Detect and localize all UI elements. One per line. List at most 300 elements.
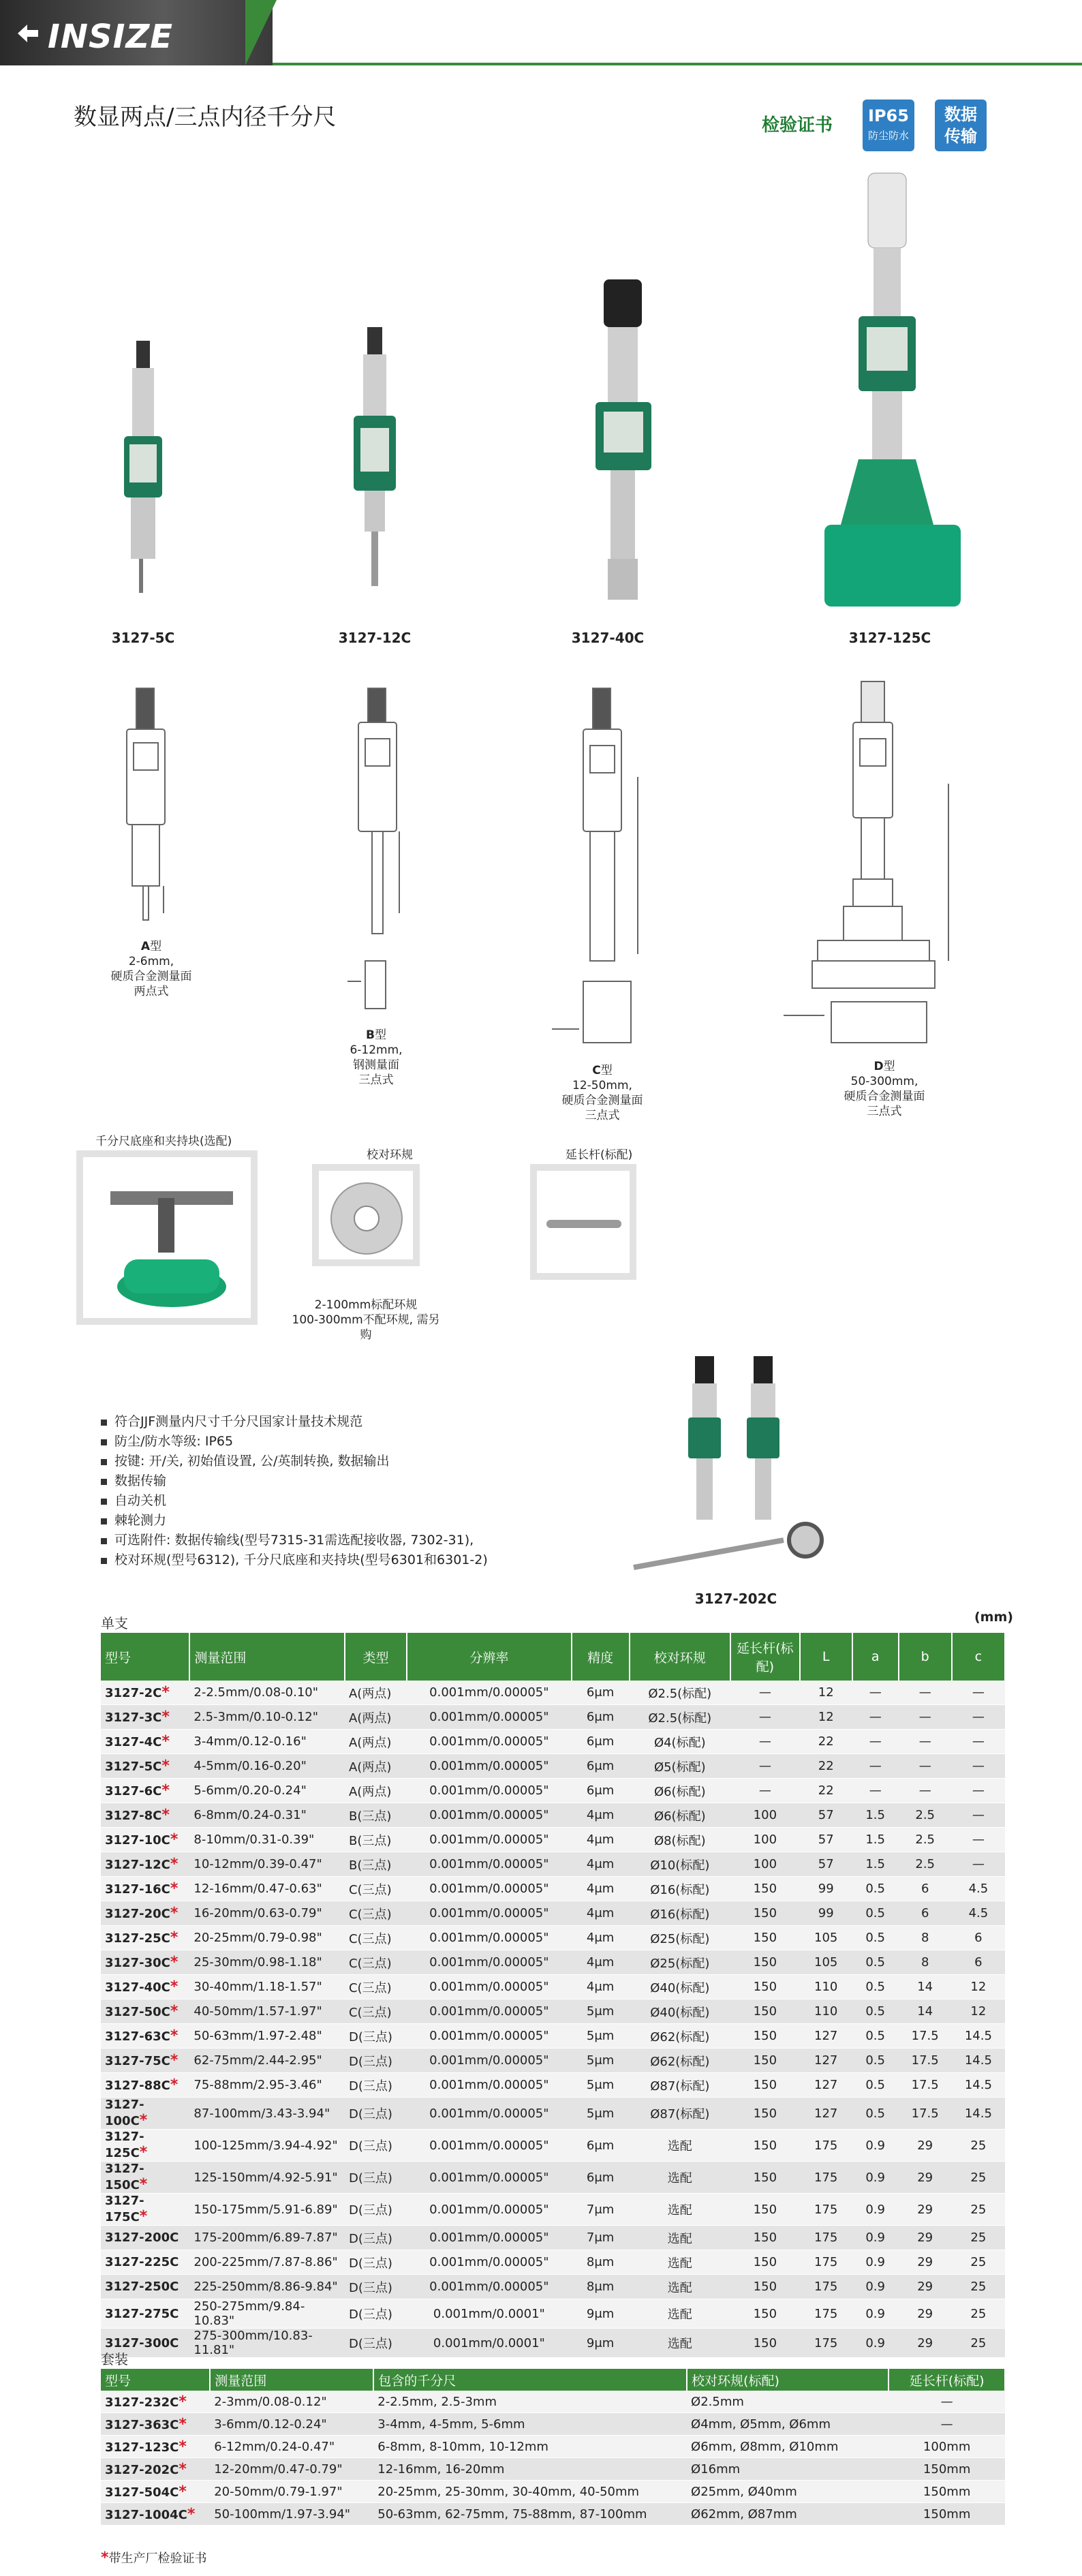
- cell-text: Ø6(标配): [653, 1784, 706, 1799]
- cell-text: D(三点): [348, 2203, 392, 2218]
- cell-text: 0.001mm/0.00005": [429, 2029, 549, 2043]
- table-row: [101, 2250, 1005, 2275]
- table-cell: [730, 1828, 800, 1852]
- single-table-header-row: [101, 1633, 1005, 1681]
- product-image-3127-40c: [586, 273, 661, 613]
- certificate-star-icon: *: [170, 1929, 179, 1946]
- cell-text: —: [972, 1833, 985, 1847]
- single-table-body: [101, 1681, 1005, 2358]
- cell-text: 6: [974, 1931, 983, 1945]
- certificate-star-icon: *: [179, 2460, 187, 2478]
- cell-text: 4-5mm/0.16-0.20": [194, 1759, 307, 1773]
- table-cell: [952, 1901, 1005, 1926]
- cell-text: D(三点): [348, 2107, 392, 2121]
- cell-text: —: [972, 1685, 985, 1700]
- table-cell: [630, 1975, 731, 1999]
- cell-text: 1.5: [865, 1808, 885, 1822]
- table-row: [101, 2024, 1005, 2049]
- cell-text: 110: [814, 1980, 838, 1994]
- unit-label: (mm): [974, 1610, 1013, 1625]
- table-cell: [345, 2250, 407, 2275]
- cell-text: 150: [753, 2335, 777, 2350]
- ring-gauge-label: 校对环规: [367, 1148, 413, 1162]
- table-cell: [572, 1828, 630, 1852]
- cell-text: 150: [753, 2078, 777, 2092]
- cell-text: 6-8mm, 8-10mm, 10-12mm: [377, 2439, 548, 2454]
- table-cell: [373, 2458, 687, 2481]
- table-cell: [407, 2250, 572, 2275]
- table-cell: [189, 1705, 345, 1730]
- cell-text: B(三点): [348, 1833, 392, 1848]
- table-cell: [952, 2329, 1005, 2358]
- cell-text: 14.5: [964, 2029, 992, 2043]
- cell-text: 4.5: [968, 1882, 989, 1896]
- table-row: [101, 1705, 1005, 1730]
- sets-table-header-row: [101, 2369, 1005, 2391]
- cell-text: 0.001mm/0.00005": [429, 2078, 549, 2092]
- cell-text: 3127-75C: [105, 2054, 170, 2068]
- cell-text: 0.5: [865, 2078, 885, 2092]
- model-cell: [101, 2226, 189, 2250]
- table-cell: [852, 1730, 899, 1754]
- table-cell: [373, 2436, 687, 2458]
- certificate-star-icon: *: [170, 2076, 179, 2094]
- cell-text: C(三点): [348, 1956, 392, 1971]
- cell-text: C(三点): [348, 1907, 392, 1922]
- model-cell: [101, 2436, 210, 2458]
- cell-text: D(三点): [348, 2139, 392, 2153]
- cell-text: 3127-1004C: [105, 2507, 187, 2522]
- certificate-star-icon: *: [139, 2208, 148, 2225]
- table-cell: [189, 2049, 345, 2073]
- table-row: [101, 2391, 1005, 2413]
- cell-text: A(两点): [348, 1711, 392, 1726]
- table-cell: [852, 1877, 899, 1901]
- cell-text: D(三点): [348, 2171, 392, 2186]
- cell-text: 150mm: [923, 2506, 971, 2521]
- cell-text: 4μm: [586, 1833, 615, 1847]
- table-cell: [345, 2098, 407, 2130]
- table-cell: [407, 1926, 572, 1950]
- table-cell: [952, 1926, 1005, 1950]
- certificate-star-icon: *: [179, 2415, 187, 2433]
- table-cell: [800, 2329, 852, 2358]
- table-cell: [572, 1950, 630, 1975]
- table-row: [101, 1950, 1005, 1975]
- table-cell: [345, 1926, 407, 1950]
- table-cell: [899, 2049, 952, 2073]
- cell-text: 175: [814, 2230, 838, 2245]
- cell-text: —: [972, 1759, 985, 1773]
- cell-text: 3127-50C: [105, 2005, 170, 2019]
- table-cell: [407, 2329, 572, 2358]
- cell-text: 3127-504C: [105, 2485, 179, 2500]
- cell-text: 5μm: [586, 2053, 615, 2068]
- cell-text: 3127-30C: [105, 1956, 170, 1970]
- cell-text: 6: [974, 1955, 983, 1969]
- cell-text: 0.5: [865, 2106, 885, 2121]
- table-cell: [189, 1901, 345, 1926]
- certificate-star-icon: *: [170, 1905, 179, 1922]
- type-b-line3: 三点式: [358, 1073, 394, 1087]
- cell-text: 20-25mm, 25-30mm, 30-40mm, 40-50mm: [377, 2484, 640, 2499]
- col-header: 型号: [101, 1633, 189, 1681]
- cell-text: 17.5: [911, 2053, 939, 2068]
- table-cell: [730, 1779, 800, 1803]
- table-cell: [730, 1754, 800, 1779]
- table-cell: [630, 1877, 731, 1901]
- table-cell: [210, 2481, 373, 2503]
- cell-text: 10-12mm/0.39-0.47": [194, 1857, 322, 1871]
- cell-text: 87-100mm/3.43-3.94": [194, 2106, 330, 2121]
- model-cell: [101, 2391, 210, 2413]
- table-cell: [373, 2413, 687, 2436]
- table-cell: [572, 1803, 630, 1828]
- cell-text: 4μm: [586, 1931, 615, 1945]
- table-row: [101, 2162, 1005, 2194]
- table-cell: [630, 1828, 731, 1852]
- certificate-star-icon: *: [170, 1880, 179, 1897]
- cell-text: 0.001mm/0.00005": [429, 2280, 549, 2294]
- table-cell: [899, 1803, 952, 1828]
- table-cell: [345, 1803, 407, 1828]
- cell-text: 0.9: [865, 2255, 885, 2269]
- table-cell: [952, 1779, 1005, 1803]
- cell-text: 2.5: [915, 1808, 936, 1822]
- model-cell: [101, 1681, 189, 1705]
- certificate-star-icon: *: [170, 2052, 179, 2069]
- table-cell: [899, 2098, 952, 2130]
- table-row: [101, 1681, 1005, 1705]
- table-cell: [345, 2226, 407, 2250]
- col-header: 延长杆(标配): [730, 1633, 800, 1681]
- cell-text: 8: [921, 1955, 929, 1969]
- cell-text: 150: [753, 2202, 777, 2217]
- table-cell: [630, 1705, 731, 1730]
- cell-text: 250-275mm/9.84-10.83": [194, 2299, 305, 2328]
- cell-text: 100: [753, 1857, 777, 1871]
- table-cell: [407, 1730, 572, 1754]
- table-cell: [852, 1901, 899, 1926]
- table-cell: [572, 1730, 630, 1754]
- table-row: [101, 2299, 1005, 2329]
- table-cell: [572, 1705, 630, 1730]
- cell-text: 100: [753, 1808, 777, 1822]
- table-cell: [572, 2275, 630, 2299]
- cell-text: B(三点): [348, 1858, 392, 1873]
- table-cell: [189, 2299, 345, 2329]
- table-cell: [630, 1999, 731, 2024]
- table-cell: [800, 1999, 852, 2024]
- ring-gauge-caption-2: 100-300mm不配环规, 需另购: [292, 1313, 440, 1342]
- cell-text: 0.001mm/0.00005": [429, 1783, 549, 1798]
- brand-logo: INSIZE: [48, 18, 174, 56]
- ring-gauge-caption: [291, 1298, 441, 1343]
- table-cell: [687, 2481, 888, 2503]
- cell-text: 150: [753, 1906, 777, 1920]
- table-cell: [730, 1877, 800, 1901]
- table-row: [101, 1877, 1005, 1901]
- cell-text: 选配: [667, 2307, 692, 2322]
- cell-text: 12-16mm, 16-20mm: [377, 2462, 505, 2477]
- table-cell: [189, 1975, 345, 1999]
- cell-text: 3127-16C: [105, 1882, 170, 1897]
- table-cell: [852, 2299, 899, 2329]
- table-cell: [189, 2024, 345, 2049]
- table-cell: [630, 1730, 731, 1754]
- table-cell: [899, 2329, 952, 2358]
- cell-text: 16-20mm/0.63-0.79": [194, 1906, 322, 1920]
- table-row: [101, 2413, 1005, 2436]
- cell-text: 0.001mm/0.0001": [433, 2335, 545, 2350]
- cell-text: Ø40(标配): [650, 1980, 710, 1995]
- data-badge-line2: 传输: [944, 127, 977, 146]
- cell-text: 100: [753, 1833, 777, 1847]
- table-cell: [888, 2413, 1005, 2436]
- cell-text: —: [869, 1734, 882, 1749]
- cell-text: —: [758, 1734, 771, 1749]
- cell-text: 150: [753, 2004, 777, 2019]
- cell-text: 29: [917, 2306, 933, 2321]
- cell-text: 14.5: [964, 2078, 992, 2092]
- cell-text: 3127-202C: [105, 2462, 179, 2477]
- table-cell: [630, 1754, 731, 1779]
- table-cell: [630, 2329, 731, 2358]
- table-cell: [189, 1681, 345, 1705]
- table-cell: [800, 1926, 852, 1950]
- table-cell: [800, 1730, 852, 1754]
- cell-text: 3127-2C: [105, 1686, 162, 1700]
- table-cell: [800, 2250, 852, 2275]
- cell-text: 5μm: [586, 2078, 615, 2092]
- table-cell: [899, 1877, 952, 1901]
- table-cell: [730, 2275, 800, 2299]
- table-cell: [407, 1828, 572, 1852]
- table-cell: [952, 1828, 1005, 1852]
- table-cell: [800, 1852, 852, 1877]
- cell-text: 150: [753, 2306, 777, 2321]
- cell-text: 2-3mm/0.08-0.12": [214, 2394, 327, 2409]
- certificate-star-icon: *: [170, 1831, 179, 1848]
- table-cell: [572, 2024, 630, 2049]
- table-cell: [952, 2024, 1005, 2049]
- table-row: [101, 2194, 1005, 2226]
- model-cell: [101, 2299, 189, 2329]
- table-cell: [899, 2162, 952, 2194]
- table-cell: [730, 1975, 800, 1999]
- table-cell: [687, 2436, 888, 2458]
- cell-text: 3127-88C: [105, 2079, 170, 2093]
- cell-text: 0.001mm/0.00005": [429, 2170, 549, 2185]
- table-cell: [952, 1852, 1005, 1877]
- table-cell: [345, 2162, 407, 2194]
- table-cell: [630, 2226, 731, 2250]
- cell-text: —: [918, 1710, 931, 1724]
- table-cell: [899, 1901, 952, 1926]
- table-cell: [952, 2049, 1005, 2073]
- table-row: [101, 1754, 1005, 1779]
- cell-text: Ø8(标配): [653, 1833, 706, 1848]
- feature-item: 符合JJF测量内尺寸千分尺国家计量技术规范: [101, 1412, 488, 1432]
- cell-text: 3127-363C: [105, 2417, 179, 2432]
- certificate-star-icon: *: [170, 1856, 179, 1873]
- table-cell: [572, 1754, 630, 1779]
- cell-text: Ø62mm, Ø87mm: [691, 2506, 797, 2521]
- footnote-star-icon: *: [101, 2549, 109, 2566]
- cell-text: 57: [818, 1833, 834, 1847]
- type-d-line2: 硬质合金测量面: [844, 1090, 925, 1103]
- cell-text: 105: [814, 1931, 838, 1945]
- table-cell: [407, 1705, 572, 1730]
- cell-text: 4μm: [586, 1980, 615, 1994]
- table-cell: [852, 1803, 899, 1828]
- cell-text: 0.001mm/0.00005": [429, 1906, 549, 1920]
- certificate-star-icon: *: [161, 1708, 170, 1726]
- cell-text: Ø25(标配): [650, 1956, 710, 1971]
- table-cell: [730, 1901, 800, 1926]
- feature-item: 按键: 开/关, 初始值设置, 公/英制转换, 数据输出: [101, 1452, 488, 1471]
- cell-text: 3127-225C: [105, 2255, 179, 2269]
- type-a-name: A: [140, 940, 151, 953]
- table-cell: [572, 1901, 630, 1926]
- table-cell: [730, 2299, 800, 2329]
- table-cell: [888, 2481, 1005, 2503]
- certificate-badge-label: 检验证书: [761, 115, 833, 136]
- type-a-suffix: 型: [150, 940, 162, 953]
- col-header: 测量范围: [189, 1633, 345, 1681]
- cell-text: 6-8mm/0.24-0.31": [194, 1808, 307, 1822]
- table-cell: [189, 1877, 345, 1901]
- table-cell: [852, 2275, 899, 2299]
- table-cell: [630, 2299, 731, 2329]
- cell-text: D(三点): [348, 2079, 392, 2094]
- set-image-label: 3127-202C: [694, 1591, 777, 1607]
- cell-text: Ø6(标配): [653, 1809, 706, 1824]
- cell-text: 2-2.5mm, 2.5-3mm: [377, 2394, 497, 2409]
- product-label-3127-125c: 3127-125C: [848, 630, 931, 646]
- cell-text: 3-6mm/0.12-0.24": [214, 2417, 327, 2432]
- table-cell: [572, 2329, 630, 2358]
- table-cell: [899, 2226, 952, 2250]
- table-cell: [899, 2073, 952, 2098]
- cell-text: —: [869, 1710, 882, 1724]
- table-cell: [630, 1681, 731, 1705]
- table-cell: [952, 1705, 1005, 1730]
- single-spec-table: [101, 1633, 1006, 2358]
- table-cell: [630, 2130, 731, 2162]
- table-cell: [899, 1999, 952, 2024]
- table-cell: [630, 2194, 731, 2226]
- extension-rod-image: [546, 1212, 621, 1239]
- cell-text: 7μm: [586, 2230, 615, 2245]
- table-cell: [407, 2299, 572, 2329]
- table-cell: [800, 1975, 852, 1999]
- table-cell: [630, 1926, 731, 1950]
- cell-text: 3127-100C: [105, 2098, 144, 2128]
- cell-text: 2-2.5mm/0.08-0.10": [194, 1685, 319, 1700]
- table-row: [101, 2329, 1005, 2358]
- certificate-star-icon: *: [161, 1807, 170, 1824]
- cell-text: 40-50mm/1.57-1.97": [194, 2004, 322, 2019]
- table-cell: [800, 1779, 852, 1803]
- cell-text: C(三点): [348, 1931, 392, 1946]
- model-cell: [101, 1975, 189, 1999]
- table-cell: [407, 2275, 572, 2299]
- table-cell: [800, 2162, 852, 2194]
- table-cell: [407, 2073, 572, 2098]
- table-cell: [852, 2162, 899, 2194]
- table-cell: [730, 2194, 800, 2226]
- table-cell: [345, 2049, 407, 2073]
- cell-text: 0.001mm/0.0001": [433, 2306, 545, 2321]
- table-cell: [952, 2226, 1005, 2250]
- table-cell: [345, 2275, 407, 2299]
- ip65-badge-sub: 防尘防水: [867, 129, 909, 142]
- table-cell: [899, 2299, 952, 2329]
- table-cell: [952, 1730, 1005, 1754]
- table-cell: [952, 2250, 1005, 2275]
- table-cell: [572, 1779, 630, 1803]
- cell-text: —: [940, 2394, 953, 2409]
- type-d-caption: [809, 1059, 959, 1119]
- cell-text: 8-10mm/0.31-0.39": [194, 1833, 315, 1847]
- cell-text: 175: [814, 2170, 838, 2185]
- table-cell: [407, 2130, 572, 2162]
- cell-text: 175: [814, 2255, 838, 2269]
- cell-text: Ø16(标配): [650, 1907, 710, 1922]
- cell-text: 7μm: [586, 2202, 615, 2217]
- cell-text: 17.5: [911, 2078, 939, 2092]
- table-cell: [800, 2275, 852, 2299]
- cell-text: 25: [970, 2306, 987, 2321]
- product-image-3127-12c: [344, 313, 405, 600]
- model-cell: [101, 2073, 189, 2098]
- table-cell: [345, 2073, 407, 2098]
- certificate-star-icon: *: [170, 1954, 179, 1971]
- table-cell: [730, 1705, 800, 1730]
- cell-text: 0.5: [865, 1882, 885, 1896]
- type-b-line1: 6-12mm,: [350, 1043, 403, 1057]
- product-image-3127-5c: [116, 327, 170, 600]
- table-cell: [210, 2436, 373, 2458]
- table-cell: [899, 1705, 952, 1730]
- cell-text: 0.001mm/0.00005": [429, 2202, 549, 2217]
- cell-text: 150: [753, 2230, 777, 2245]
- table-cell: [899, 1681, 952, 1705]
- cell-text: 3127-8C: [105, 1809, 162, 1823]
- cell-text: 9μm: [586, 2306, 615, 2321]
- cell-text: 62-75mm/2.44-2.95": [194, 2053, 322, 2068]
- cell-text: D(三点): [348, 2307, 392, 2322]
- model-cell: [101, 1754, 189, 1779]
- cell-text: 4.5: [968, 1906, 989, 1920]
- cell-text: Ø25(标配): [650, 1931, 710, 1946]
- cell-text: 57: [818, 1857, 834, 1871]
- logo-arrow-icon: [18, 23, 38, 44]
- type-b-suffix: 型: [374, 1028, 386, 1042]
- cell-text: 150: [753, 2029, 777, 2043]
- cell-text: 选配: [667, 2203, 692, 2218]
- table-cell: [572, 1999, 630, 2024]
- table-cell: [572, 2299, 630, 2329]
- cell-text: 3127-20C: [105, 1907, 170, 1921]
- table-cell: [630, 1852, 731, 1877]
- cell-text: 4μm: [586, 1955, 615, 1969]
- table-cell: [630, 2024, 731, 2049]
- table-cell: [952, 1803, 1005, 1828]
- cell-text: 25: [970, 2202, 987, 2217]
- table-cell: [630, 1779, 731, 1803]
